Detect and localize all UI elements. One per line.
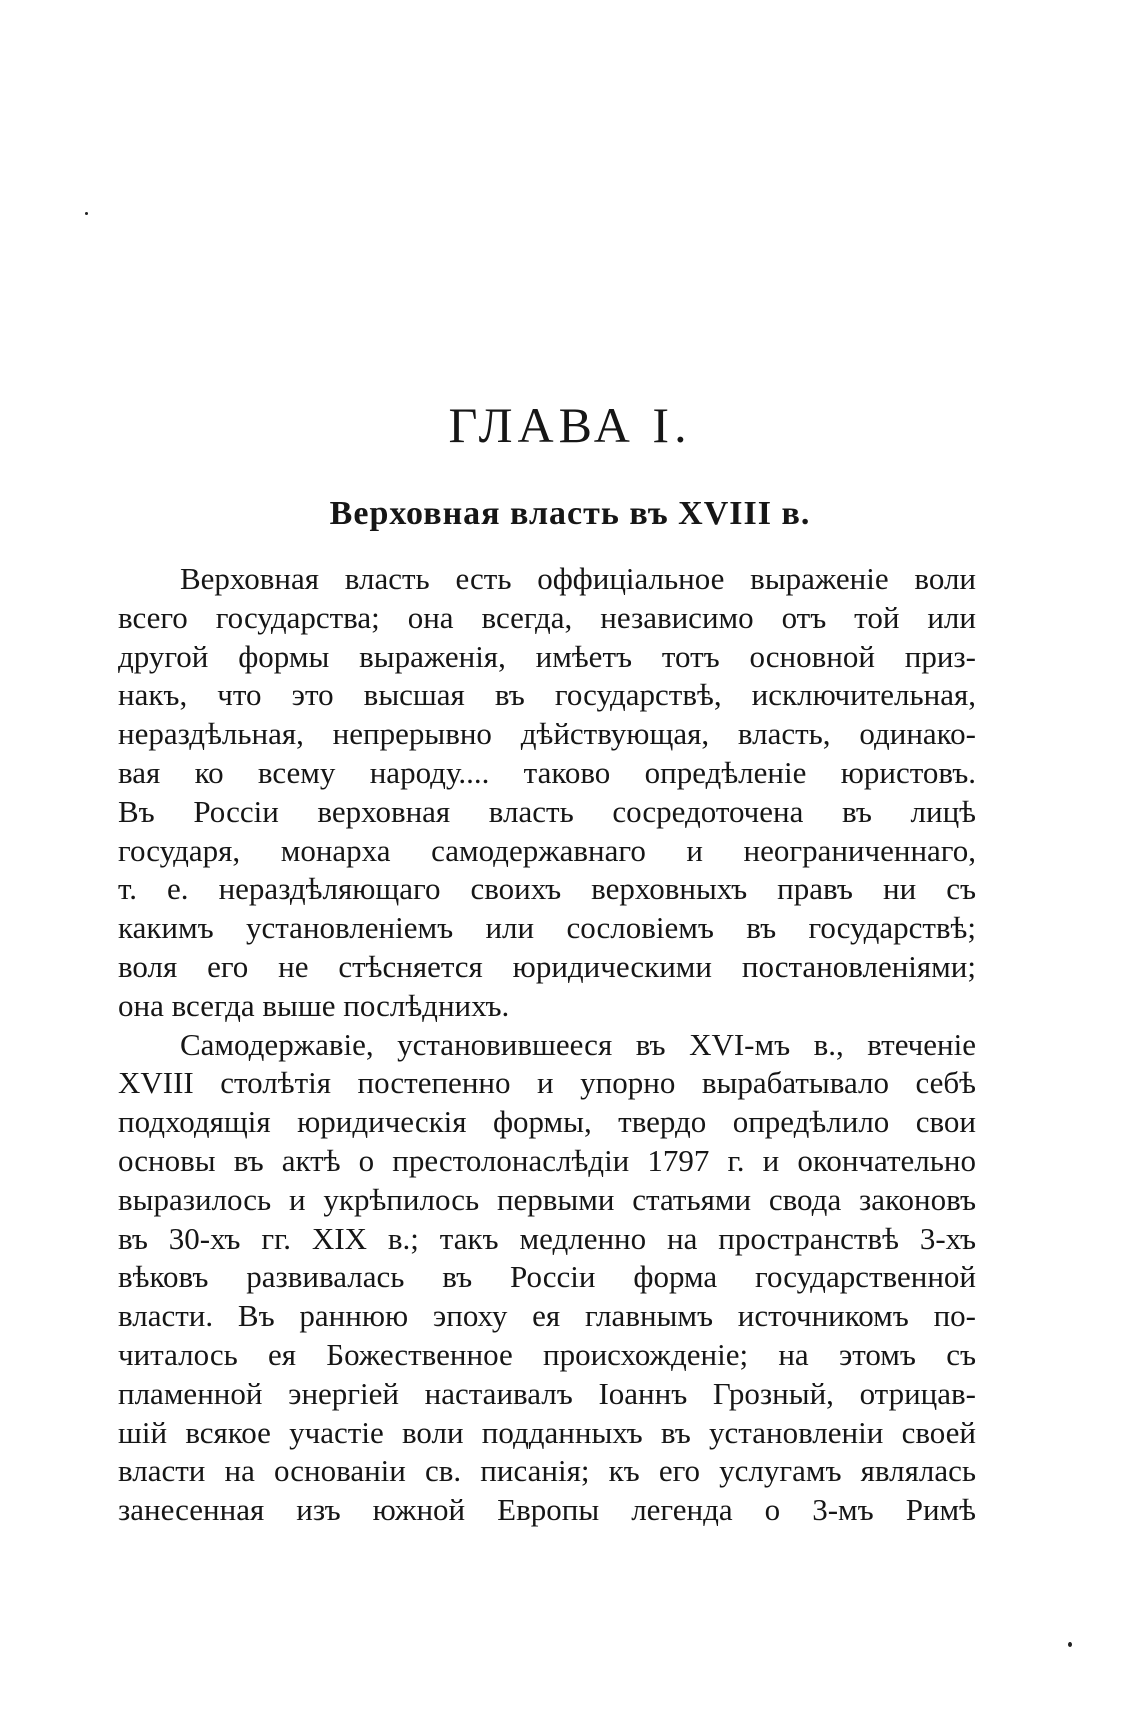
text-line: пламенной энергіей настаивалъ Іоаннъ Грозный, отрицав- — [118, 1375, 976, 1411]
text-line: читалось ея Божественное происхожденіе; на этомъ съ — [118, 1336, 976, 1372]
text-line: власти на основаніи св. писанія; къ его услугамъ являлась — [118, 1453, 976, 1489]
chapter-title: ГЛАВА I. — [448, 397, 692, 453]
paragraph — [118, 560, 976, 1026]
text-line: Верховная власть есть оффиціальное выраженіе воли — [180, 561, 976, 596]
text-line: накъ, что это высшая въ государствѣ, исключительная, — [118, 677, 976, 713]
text-line: Самодержавіе, установившееся въ XVI-мъ в., втеченіе — [180, 1026, 976, 1062]
text-line: всего государства; она всегда, независимо отъ той или — [118, 599, 976, 635]
paragraph — [118, 1026, 976, 1530]
text-line: шій всякое участіе воли подданныхъ въ установленіи своей — [118, 1414, 976, 1450]
text-line: выразилось и укрѣпилось первыми статьями свода законовъ — [118, 1181, 976, 1217]
text-line: основы въ актѣ о престолонаслѣдіи 1797 г. и окончательно — [118, 1142, 976, 1178]
text-line: воля его не стѣсняется юридическими постановленіями; — [118, 948, 976, 984]
text-line: другой формы выраженія, имѣетъ тотъ основной приз- — [118, 638, 976, 674]
paper-speck — [85, 212, 88, 215]
text-line: подходящія юридическія формы, твердо опредѣлило свои — [118, 1104, 976, 1140]
text-line: государя, монарха самодержавнаго и неограниченнаго, — [118, 832, 976, 868]
text-line: какимъ установленіемъ или сословіемъ въ государствѣ; — [118, 910, 976, 946]
text-line: она всегда выше послѣднихъ. — [118, 987, 510, 1023]
text-line: вѣковъ развивалась въ Россіи форма государственной — [118, 1259, 976, 1295]
text-line: занесенная изъ южной Европы легенда о 3-мъ Римѣ — [118, 1492, 976, 1528]
text-line: т. е. нераздѣляющаго своихъ верховныхъ правъ ни съ — [118, 871, 976, 907]
text-line: XVIII столѣтія постепенно и упорно вырабатывало себѣ — [118, 1065, 976, 1101]
text-line: Въ Россіи верховная власть сосредоточена въ лицѣ — [118, 793, 976, 829]
body-text — [118, 560, 976, 1530]
section-title: Верховная власть въ XVIII в. — [329, 495, 811, 532]
text-line: вая ко всему народу.... таково опредѣленіе юристовъ. — [118, 754, 976, 790]
text-line: нераздѣльная, непрерывно дѣйствующая, власть, одинако- — [118, 716, 976, 752]
text-line: власти. Въ раннюю эпоху ея главнымъ источникомъ по- — [118, 1298, 976, 1334]
paper-speck — [1068, 1642, 1072, 1647]
text-line: въ 30-хъ гг. XIX в.; такъ медленно на пространствѣ 3-хъ — [118, 1220, 976, 1256]
